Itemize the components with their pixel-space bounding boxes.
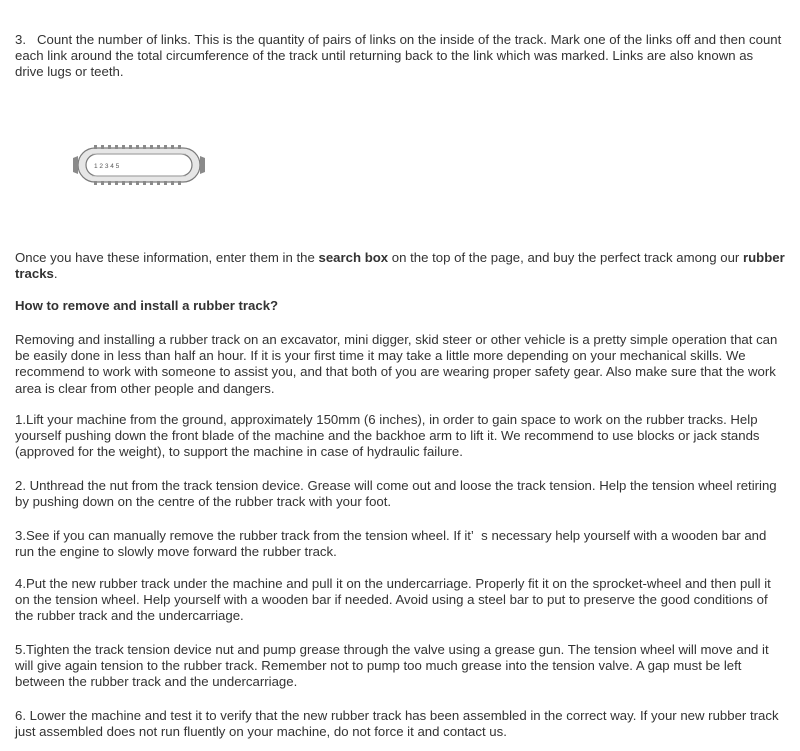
rubber-track-illustration <box>64 136 214 194</box>
step-1-paragraph: 1.Lift your machine from the ground, approximately 150mm (6 inches), in order to gain space to work on the rubber tracks. Help yourself pushing down the front blade of the machine and the backhoe arm to lift it. We recommend to use blocks or jack stands (approved for the weight), to support the machine in case of hydraulic failure. <box>15 412 760 460</box>
search-box-emphasis: search box <box>318 250 389 265</box>
section-heading: How to remove and install a rubber track? <box>15 298 279 313</box>
step-2-paragraph: 2. Unthread the nut from the track tension device. Grease will come out and loose the track tension. Help the tension wheel retiring by pushing down on the centre of the rubber track with your foot. <box>15 478 777 510</box>
step-6-paragraph: 6. Lower the machine and test it to verify that the new rubber track has been assembled in the correct way. If your new rubber track just assembled does not run fluently on your machine, do not force it and contact us. <box>15 708 779 740</box>
count-links-paragraph: 3. Count the number of links. This is the quantity of pairs of links on the inside of the track. Mark one of the links off and then count each link around the total circumference of the track until returning back to the link which was marked. Links are also known as drive lugs or teeth. <box>15 32 782 80</box>
step-4-paragraph: 4.Put the new rubber track under the machine and pull it on the undercarriage. Properly fit it on the sprocket-wheel and then pull it on the tension wheel. Help yourself with a wooden bar if needed. Avoid using a steel bar to put to preserve the good conditions of the rubber track and the undercarriage. <box>15 576 771 624</box>
intro-paragraph: Removing and installing a rubber track on an excavator, mini digger, skid steer or other vehicle is a pretty simple operation that can be easily done in less than half an hour. If it is your first time it may take a little more depending on your mechanical skills. We recommend to work with someone to assist you, and that both of you are wearing proper safety gear. Also make sure that the work area is clear from other people and dangers. <box>15 332 778 396</box>
rubber-tracks-emphasis: rubber tracks <box>15 250 785 282</box>
track-link-numbers: 1 2 3 4 5 <box>94 163 120 170</box>
step-5-paragraph: 5.Tighten the track tension device nut and pump grease through the valve using a grease gun. The tension wheel will move and it will give again tension to the rubber track. Remember not to pump too much grease into the tension valve. A gap must be left between the rubber track and the undercarriage. <box>15 642 769 690</box>
search-instructions-paragraph: Once you have these information, enter them in the search box on the top of the page, and buy the perfect track among our rubber tracks. <box>15 250 785 282</box>
step-3-paragraph: 3.See if you can manually remove the rubber track from the tension wheel. If it’ s necessary help yourself with a wooden bar and run the engine to slowly move forward the rubber track. <box>15 528 767 560</box>
